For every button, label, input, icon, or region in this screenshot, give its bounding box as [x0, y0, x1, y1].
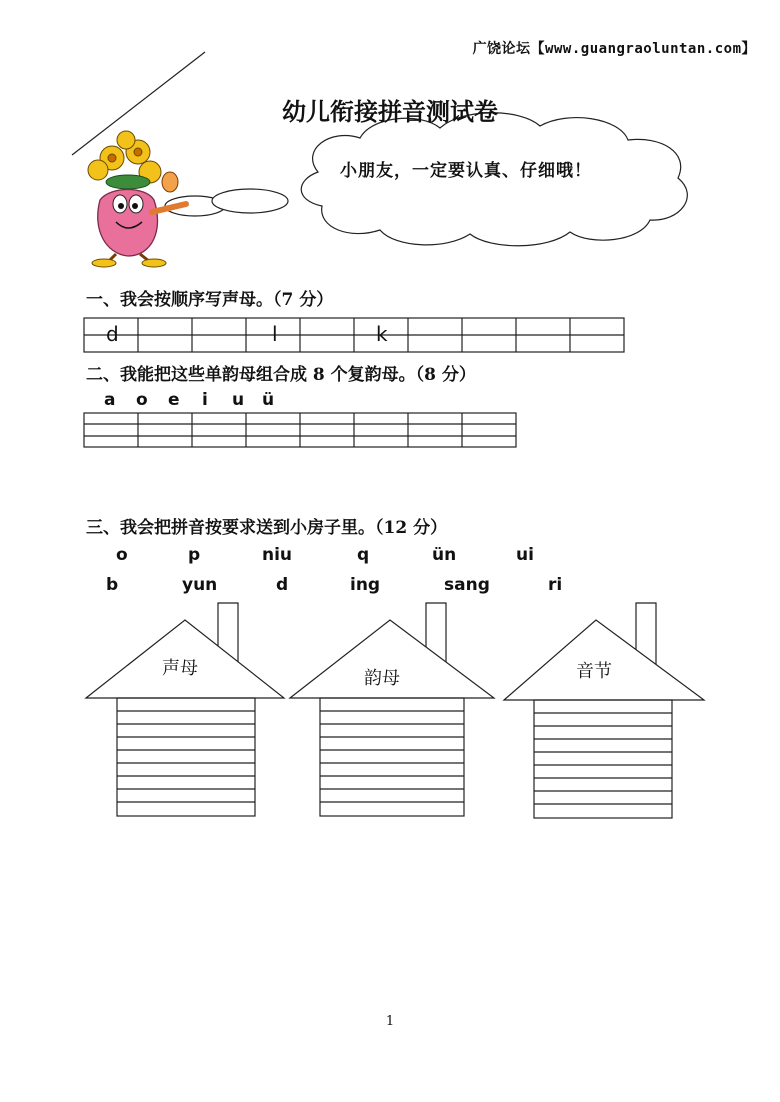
pinyin-item: ui: [516, 545, 534, 565]
pinyin-item: ri: [548, 575, 563, 595]
header-site: 广饶论坛【www.guangraoluntan.com】: [472, 41, 756, 57]
page-number: 1: [385, 1014, 395, 1029]
vowel: i: [202, 390, 208, 410]
vowel: u: [232, 390, 245, 410]
pinyin-item: ing: [350, 575, 381, 595]
page-title: 幼儿衔接拼音测试卷: [282, 97, 498, 126]
section2-title: 二、我能把这些单韵母组合成 8 个复韵母。（8 分）: [86, 365, 476, 385]
pinyin-item: o: [116, 545, 128, 565]
grid-letter: d: [106, 322, 119, 346]
section1-grid: [84, 318, 624, 352]
pinyin-item: d: [276, 575, 289, 595]
grid-letter: k: [376, 322, 388, 346]
pinyin-item: b: [106, 575, 119, 595]
vowel: o: [136, 390, 148, 410]
section3-title: 三、我会把拼音按要求送到小房子里。（12 分）: [86, 518, 448, 538]
house-label-yunmu: 韵母: [364, 668, 400, 689]
grid-letter: l: [272, 322, 278, 346]
pinyin-item: yun: [182, 575, 218, 595]
vowel: ü: [262, 390, 275, 410]
pinyin-item: q: [357, 545, 370, 565]
house-yunmu: [290, 603, 494, 816]
pinyin-item: ün: [432, 545, 457, 565]
house-shengmu: [86, 603, 284, 816]
house-label-shengmu: 声母: [162, 658, 198, 679]
section2-grid: [84, 413, 516, 447]
pinyin-item: niu: [262, 545, 293, 565]
bubble-text: 小朋友，一定要认真、仔细哦！: [340, 161, 592, 181]
pinyin-item: p: [188, 545, 201, 565]
house-yinjie: [504, 603, 704, 818]
vowel: e: [168, 390, 180, 410]
house-label-yinjie: 音节: [576, 661, 612, 682]
pinyin-item: sang: [444, 575, 490, 595]
mascot-illustration: [88, 131, 186, 267]
vowel: a: [104, 390, 116, 410]
section1-title: 一、我会按顺序写声母。（7 分）: [86, 290, 334, 310]
